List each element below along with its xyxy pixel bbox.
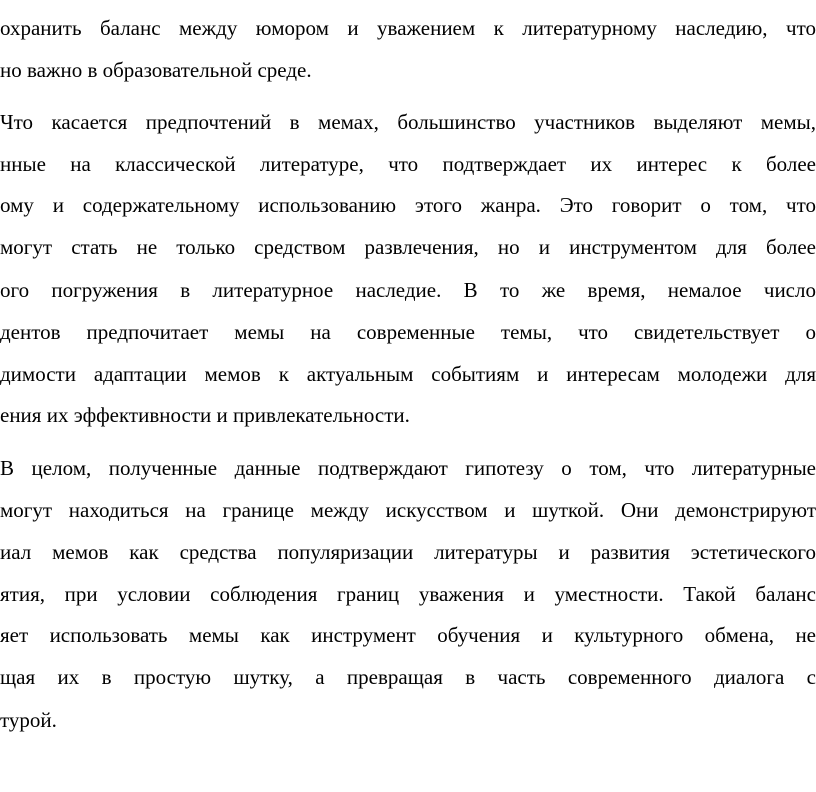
text-line: щая их в простую шутку, а превращая в часть современного диалога с [0,665,816,689]
text-line: нные на классической литературе, что подтверждает их интерес к более [0,152,816,176]
text-line: ого погружения в литературное наследие. В то же время, немалое число [0,278,816,302]
text-line: ения их эффективности и привлекательности. [0,403,410,427]
text-line: могут стать не только средством развлечения, но и инструментом для более [0,235,816,259]
text-line: Что касается предпочтений в мемах, большинство участников выделяют мемы, [0,110,816,134]
text-line: турой. [0,708,57,732]
text-line: иал мемов как средства популяризации литературы и развития эстетического [0,540,816,564]
text-line: ому и содержательному использованию этого жанра. Это говорит о том, что [0,193,816,217]
text-line: охранить баланс между юмором и уважением к литературному наследию, что [0,16,816,40]
text-line: могут находиться на границе между искусством и шуткой. Они демонстрируют [0,498,816,522]
text-line: ятия, при условии соблюдения границ уважения и уместности. Такой баланс [0,582,816,606]
text-line: димости адаптации мемов к актуальным событиям и интересам молодежи для [0,362,816,386]
text-line: В целом, полученные данные подтверждают гипотезу о том, что литературные [0,456,816,480]
text-line: яет использовать мемы как инструмент обучения и культурного обмена, не [0,623,816,647]
text-line: дентов предпочитает мемы на современные темы, что свидетельствует о [0,320,816,344]
text-line: но важно в образовательной среде. [0,58,312,82]
